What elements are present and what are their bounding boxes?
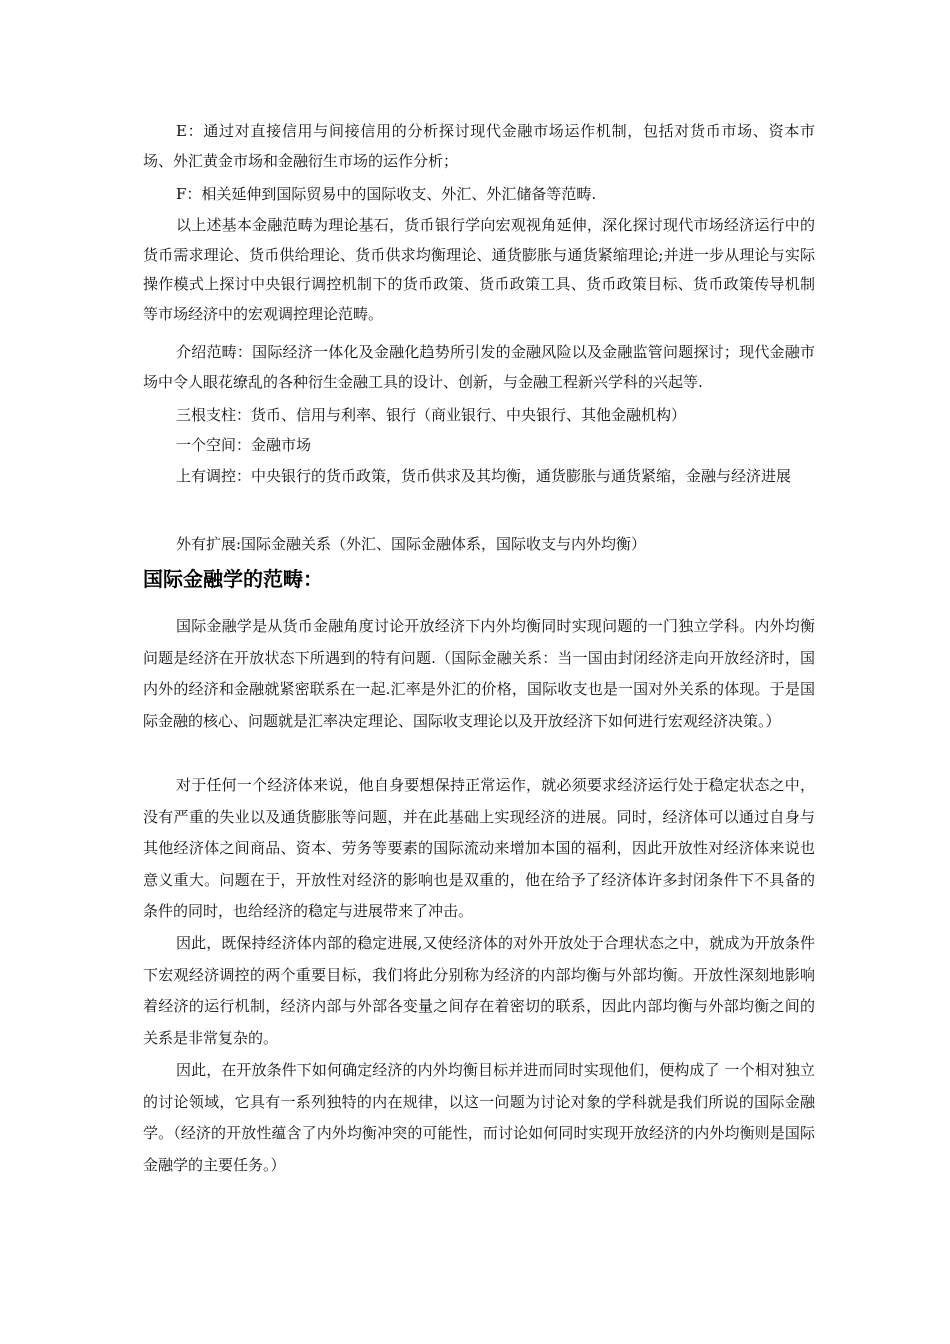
paragraph-economy-stability: 对于任何一个经济体来说，他自身要想保持正常运作，就必须要求经济运行处于稳定状态之中，没有严重的失业以及通货膨胀等问题，并在此基础上实现经济的进展。同时，经济体可以通过自身与其他经济体之间商品、资本、劳务等要素的国际流动来增加本国的福利，因此开放性对经济体来说也意义重大。问题在于，开放性对经济的影响也是双重的，他在给予了经济体许多封闭条件下不具备的条件的同时，也给经济的稳定与进展带来了冲击。: [143, 776, 815, 921]
paragraph-discipline-scope: 因此，在开放条件下如何确定经济的内外均衡目标并进而同时实现他们，便构成了 一个相对独立的讨论领域，它具有一系列独特的内在规律，以这一问题为讨论对象的学科就是我们所说的国际金融学。（经济的开放性蕴含了内外均衡冲突的可能性，而讨论如何同时实现开放经济的内外均衡则是国际金融学的主要任务。）: [143, 1061, 815, 1174]
paragraph-f-international-trade: F：相关延伸到国际贸易中的国际收支、外汇、外汇储备等范畴.: [176, 185, 597, 203]
paragraph-e-financial-markets: E：通过对直接信用与间接信用的分析探讨现代金融市场运作机制，包括对货币市场、资本市场、外汇黄金市场和金融衍生市场的运作分析；: [143, 122, 815, 170]
paragraph-internal-external-balance: 因此，既保持经济体内部的稳定进展,又使经济体的对外开放处于合理状态之中，就成为开放条件下宏观经济调控的两个重要目标，我们将此分别称为经济的内部均衡与外部均衡。开放性深刻地影响着经济的运行机制，经济内部与外部各变量之间存在着密切的联系，因此内部均衡与外部均衡之间的关系是非常复杂的。: [143, 934, 815, 1047]
paragraph-introduction-scope: 介绍范畴：国际经济一体化及金融化趋势所引发的金融风险以及金融监管问题探讨；现代金融市场中令人眼花缭乱的各种衍生金融工具的设计、创新，与金融工程新兴学科的兴起等.: [143, 343, 815, 391]
paragraph-external-expansion: 外有扩展:国际金融关系（外汇、国际金融体系，国际收支与内外均衡）: [176, 535, 647, 553]
paragraph-macro-control: 上有调控：中央银行的货币政策，货币供求及其均衡，通货膨胀与通货紧缩，金融与经济进展: [176, 467, 792, 485]
section-heading-international-finance: 国际金融学的范畴：: [143, 567, 323, 591]
paragraph-intl-finance-definition: 国际金融学是从货币金融角度讨论开放经济下内外均衡同时实现问题的一门独立学科。内外均衡问题是经济在开放状态下所遇到的特有问题.（国际金融关系：当一国由封闭经济走向开放经济时，国内外的经济和金融就紧密联系在一起.汇率是外汇的价格，国际收支也是一国对外关系的体现。于是国际金融的核心、问题就是汇率决定理论、国际收支理论以及开放经济下如何进行宏观经济决策。）: [143, 617, 815, 730]
paragraph-one-space: 一个空间：金融市场: [176, 436, 312, 454]
paragraph-monetary-theory: 以上述基本金融范畴为理论基石，货币银行学向宏观视角延伸，深化探讨现代市场经济运行中的货币需求理论、货币供给理论、货币供求均衡理论、通货膨胀与通货紧缩理论;并进一步从理论与实际操作模式上探讨中央银行调控机制下的货币政策、货币政策工具、货币政策目标、货币政策传导机制等市场经济中的宏观调控理论范畴。: [143, 216, 815, 323]
paragraph-three-pillars: 三根支柱：货币、信用与利率、银行（商业银行、中央银行、其他金融机构）: [176, 406, 687, 424]
